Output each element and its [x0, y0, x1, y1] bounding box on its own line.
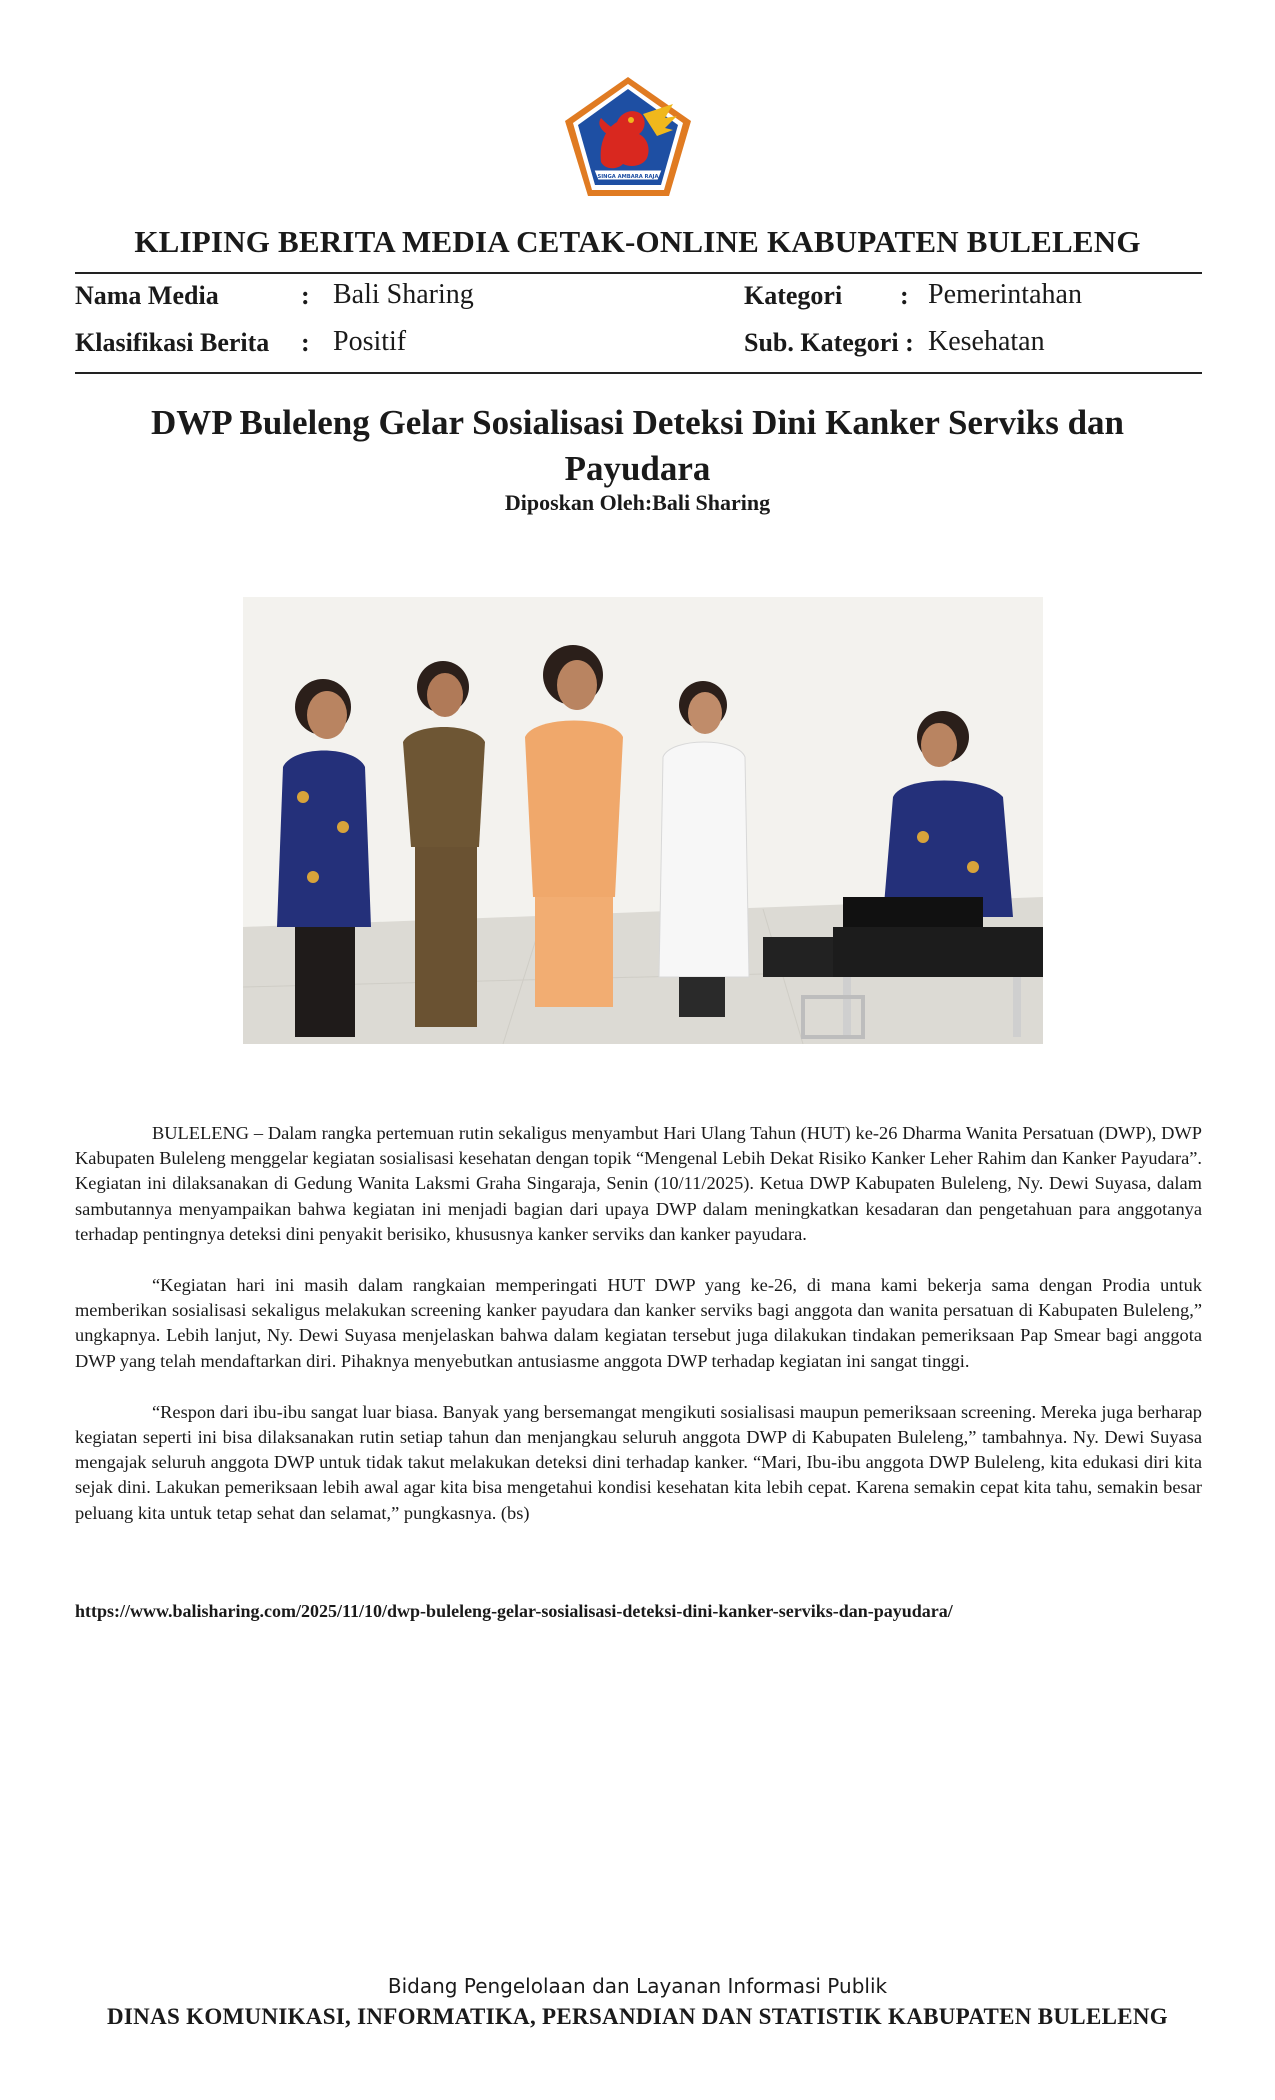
- sub-kategori-value: Kesehatan: [928, 326, 1045, 357]
- article-headline: DWP Buleleng Gelar Sosialisasi Deteksi Dini Kanker Serviks dan Payudara: [151, 403, 1124, 488]
- document-title: KLIPING BERITA MEDIA CETAK-ONLINE KABUPATEN BULELENG: [134, 224, 1141, 259]
- nama-media-value: Bali Sharing: [333, 279, 474, 310]
- article-paragraph-3: “Respon dari ibu-ibu sangat luar biasa. Banyak yang bersemangat mengikuti sosialisasi maupun pemeriksaan screening. Mereka juga berharap kegiatan seperti ini bisa dilaksanakan rutin setiap tahun dan menjangkau seluruh anggota DWP di Kabupaten Buleleng,” tambahnya. Ny. Dewi Suyasa mengajak seluruh anggota DWP untuk tidak takut melakukan deteksi dini terhadap kanker. “Mari, Ibu-ibu anggota DWP Buleleng, kita edukasi diri kita sejak dini. Lakukan pemeriksaan lebih awal agar kita bisa mengetahui kondisi kesehatan kita lebih cepat. Karena semakin cepat kita tahu, semakin besar peluang kita untuk tetap sehat dan selamat,” pungkasnya. (bs): [75, 1401, 1202, 1523]
- header-divider-bottom: [75, 372, 1202, 374]
- footer-agency-name: DINAS KOMUNIKASI, INFORMATIKA, PERSANDIAN DAN STATISTIK KABUPATEN BULELENG: [107, 2004, 1168, 2029]
- article-body: [75, 1121, 1202, 1552]
- klasifikasi-berita-value: Positif: [333, 326, 407, 357]
- source-link[interactable]: https://www.balisharing.com/2025/11/10/dwp-buleleng-gelar-sosialisasi-deteksi-dini-kanker-serviks-dan-payudara/: [75, 1601, 953, 1621]
- article-paragraph-1: BULELENG – Dalam rangka pertemuan rutin sekaligus menyambut Hari Ulang Tahun (HUT) ke-26 Dharma Wanita Persatuan (DWP), DWP Kabupaten Buleleng menggelar kegiatan sosialisasi kesehatan dengan topik “Mengenal Lebih Dekat Risiko Kanker Leher Rahim dan Kanker Payudara”. Kegiatan ini dilaksanakan di Gedung Wanita Laksmi Graha Singaraja, Senin (10/11/2025). Ketua DWP Kabupaten Buleleng, Ny. Dewi Suyasa, dalam sambutannya menyampaikan bahwa kegiatan ini menjadi bagian dari upaya DWP dalam meningkatkan kesadaran dan pengetahuan para anggotanya terhadap pentingnya deteksi dini penyakit berisiko, khususnya kanker serviks dan kanker payudara.: [75, 1123, 1202, 1244]
- klasifikasi-berita-colon: :: [301, 328, 310, 357]
- emblem-motto: SINGA AMBARA RAJA: [597, 174, 659, 180]
- article-photo: [243, 597, 1043, 1044]
- article-paragraph-2: “Kegiatan hari ini masih dalam rangkaian memperingati HUT DWP yang ke-26, di mana kami bekerja sama dengan Prodia untuk memberikan sosialisasi sekaligus melakukan screening kanker payudara dan kanker serviks bagi anggota dan wanita persatuan di Kabupaten Buleleng,” ungkapnya. Lebih lanjut, Ny. Dewi Suyasa menjelaskan bahwa dalam kegiatan tersebut juga dilakukan tindakan pemeriksaan Pap Smear bagi anggota DWP yang telah mendaftarkan diri. Pihaknya menyebutkan antusiasme anggota DWP terhadap kegiatan ini sangat tinggi.: [75, 1275, 1202, 1371]
- kategori-value: Pemerintahan: [928, 279, 1082, 310]
- kabupaten-buleleng-emblem: [561, 74, 696, 200]
- sub-kategori-label: Sub. Kategori :: [744, 328, 914, 357]
- nama-media-label: Nama Media: [75, 281, 219, 310]
- kategori-label: Kategori: [744, 281, 843, 310]
- klasifikasi-berita-label: Klasifikasi Berita: [75, 328, 270, 357]
- footer-unit-name: Bidang Pengelolaan dan Layanan Informasi Publik: [387, 1974, 888, 1998]
- header-divider-top: [75, 272, 1202, 274]
- kategori-colon: :: [900, 281, 909, 310]
- nama-media-colon: :: [301, 281, 310, 310]
- article-byline: Diposkan Oleh:Bali Sharing: [504, 490, 771, 515]
